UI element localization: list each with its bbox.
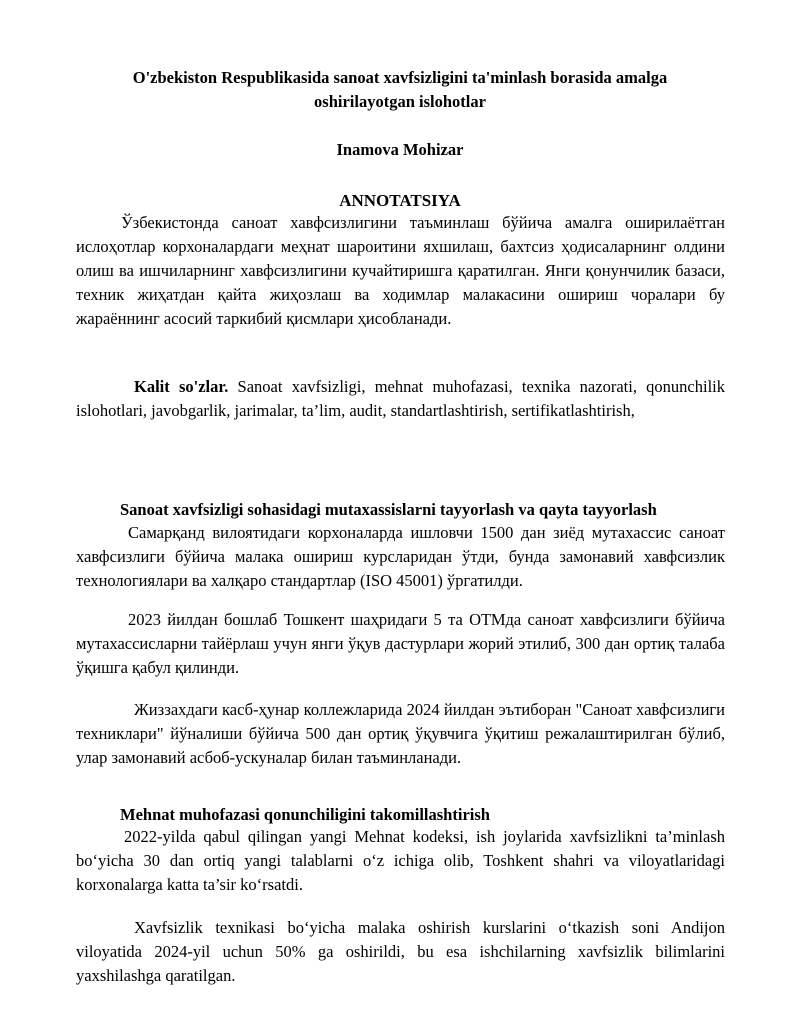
section-2-paragraph-2: Xavfsizlik texnikasi bo‘yicha malaka oshirish kurslarini o‘tkazish soni Andijon viloyatida 2024-yil uchun 50% ga oshirildi, bu esa ishchilarning xavfsizlik bilimlarini yaxshilashga qaratilgan. (76, 918, 725, 985)
title-line-2: oshirilayotgan islohotlar (314, 92, 486, 111)
document-title (60, 66, 740, 114)
author-name: Inamova Mohizar (336, 140, 464, 159)
abstract-paragraph: Ўзбекистонда саноат хавфсизлигини таъминлаш бўйича амалга оширилаётган ислоҳотлар корхоналардаги меҳнат шароитини яхшилаш, бахтсиз ҳодисаларнинг олдини олиш ва ишчиларнинг хавфсизлигини кучайтиришга қаратилган. Янги қонунчилик базаси, техник жиҳатдан қайта жиҳозлаш ва ходимлар малакасини ошириш чоралари бу жараённинг асосий таркибий қисмлари ҳисобланади. (76, 213, 725, 328)
abstract-heading: ANNOTATSIYA (339, 191, 461, 210)
keywords-label: Kalit so'zlar. (134, 377, 229, 396)
keywords-paragraph (76, 375, 725, 423)
section-2-paragraph-1: 2022-yilda qabul qilingan yangi Mehnat kodeksi, ish joylarida xavfsizlikni ta’minlash bo‘yicha 30 dan ortiq yangi talablarni o‘z ichiga olib, Toshkent shahri va viloyatlaridagi korxonalarga katta ta’sir ko‘rsatdi. (76, 827, 725, 894)
keywords-text: Sanoat xavfsizligi, mehnat muhofazasi, texnika nazorati, qonunchilik islohotlari, javobgarlik, jarimalar, ta’lim, audit, standartlashtirish, sertifikatlashtirish, (76, 377, 725, 420)
section-1-paragraph-1: Самарқанд вилоятидаги корхоналарда ишловчи 1500 дан зиёд мутахассис саноат хавфсизлиги бўйича малака ошириш курсларидан ўтди, бунда замонавий хавфсизлик технологиялари ва халқаро стандартлар (ISO 45001) ўргатилди. (76, 523, 725, 590)
section-heading-training: Sanoat xavfsizligi sohasidagi mutaxassislarni tayyorlash va qayta tayyorlash (120, 500, 657, 519)
section-1-paragraph-2: 2023 йилдан бошлаб Тошкент шаҳридаги 5 та ОТМда саноат хавфсизлиги бўйича мутахассисларни тайёрлаш учун янги ўқув дастурлари жорий этилиб, 300 дан ортиқ талаба ўқишга қабул қилинди. (76, 610, 725, 677)
section-1-paragraph-3: Жиззахдаги касб-ҳунар коллежларида 2024 йилдан эътиборан "Саноат хавфсизлиги техниклари" йўналиши бўйича 500 дан ортиқ ўқувчига ўқитиш режалаштирилган бўлиб, улар замонавий асбоб-ускуналар билан таъминланади. (76, 700, 725, 767)
section-heading-legislation: Mehnat muhofazasi qonunchiligini takomillashtirish (120, 805, 490, 824)
title-line-1: O'zbekiston Respublikasida sanoat xavfsizligini ta'minlash borasida amalga (132, 68, 668, 87)
